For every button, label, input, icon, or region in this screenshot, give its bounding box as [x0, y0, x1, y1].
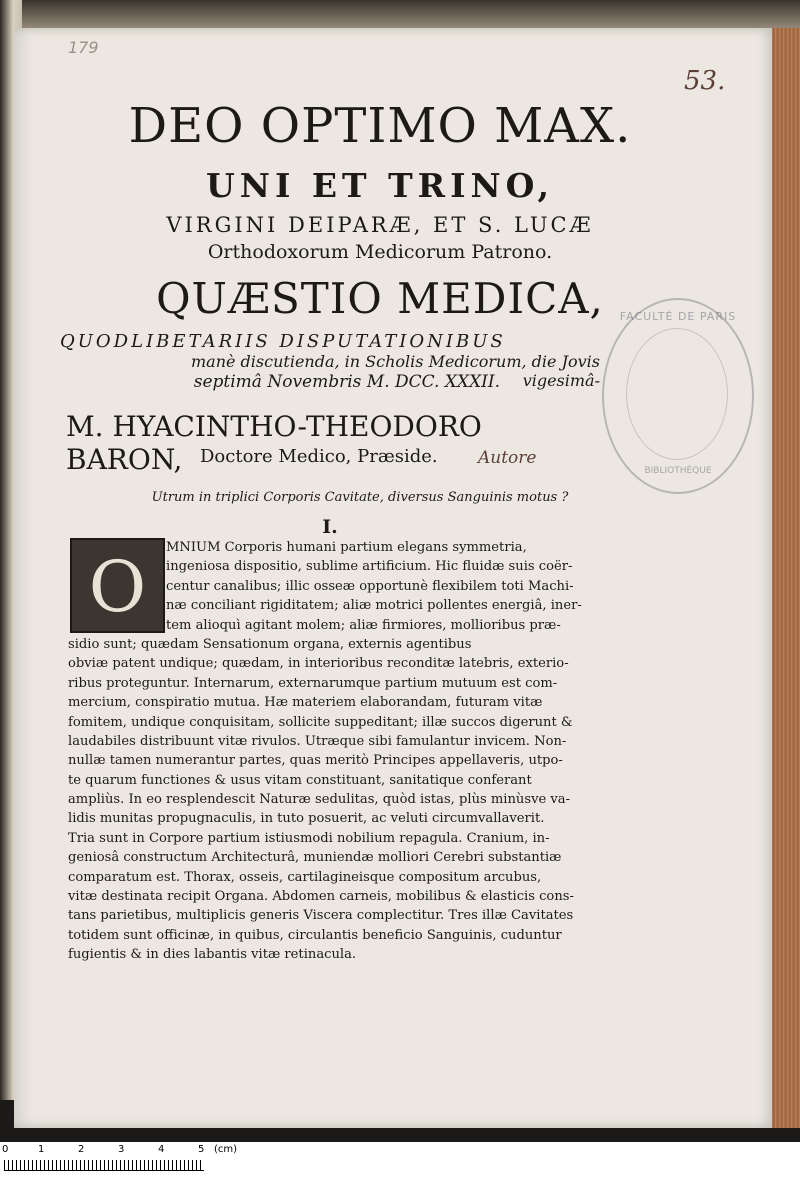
title-line-6: QUODLIBETARIIS DISPUTATIONIBUS	[60, 331, 506, 352]
measurement-scale	[0, 1142, 800, 1178]
body-line: næ conciliant rigiditatem; aliæ motrici pollentes energiâ, iner-	[166, 598, 582, 614]
title-line-5: QUÆSTIO MEDICA,	[156, 274, 604, 323]
scale-unit: (cm)	[214, 1144, 238, 1155]
stamp-text-top: FACULTÉ DE PARIS	[619, 310, 737, 323]
stamp-portrait	[626, 328, 728, 460]
scale-label: 0	[2, 1144, 9, 1155]
title-line-3: VIRGINI DEIPARÆ, ET S. LUCÆ	[166, 213, 594, 237]
body-line: lidis munitas propugnaculis, in tuto posuerit, ac veluti circumvallaverit.	[68, 811, 545, 827]
body-line: MNIUM Corporis humani partium elegans symmetria,	[166, 540, 527, 555]
title-line-4: Orthodoxorum Medicorum Patrono.	[207, 241, 553, 263]
scale-ticks	[4, 1160, 204, 1171]
scale-label: 3	[118, 1144, 125, 1155]
title-line-1: DEO OPTIMO MAX.	[128, 98, 632, 154]
body-line: fomitem, undique conquisitam, sollicite suppeditant; illæ succos digerunt &	[68, 714, 573, 730]
body-line: centur canalibus; illic osseæ opportunè flexibilem toti Machi-	[166, 578, 574, 594]
body-line: te quarum functiones & usus vitam constituant, sanitatique conferant	[68, 772, 532, 788]
stamp-text-bottom: BIBLIOTHÈQUE	[644, 466, 712, 476]
body-line: ampliùs. In eo resplendescit Naturæ sedulitas, quòd istas, plùs minùsve va-	[68, 792, 571, 808]
body-line: sidio sunt; quædam Sensationum organa, externis agentibus	[68, 636, 472, 652]
body-line: ribus proteguntur. Internarum, externarumque partium mutuum est com-	[68, 675, 558, 691]
folio-number: 53.	[684, 66, 726, 96]
body-line: obviæ patent undique; quædam, in interioribus reconditæ latebris, exterio-	[68, 656, 569, 672]
title-line-8: septimâ Novembris M. DCC. XXXII.	[193, 372, 500, 392]
scale-label: 4	[158, 1144, 165, 1155]
title-line-7: manè discutienda, in Scholis Medicorum, die Jovis vigesimâ-	[190, 352, 600, 390]
scale-label: 5	[198, 1144, 205, 1155]
question-text: Utrum in triplici Corporis Cavitate, diversus Sanguinis motus ?	[151, 490, 569, 505]
body-line: tans parietibus, multiplicis generis Viscera complectitur. Tres illæ Cavitates	[68, 908, 574, 924]
library-stamp	[602, 298, 754, 494]
handwritten-note: Autore	[478, 448, 537, 468]
praeses-name: M. HYACINTHO-THEODORO BARON,	[66, 410, 482, 476]
body-line: totidem sunt officinæ, in quibus, circulantis beneficio Sanguinis, cuduntur	[68, 927, 562, 943]
body-line: laudabiles distribuunt vitæ rivulos. Utræque sibi famulantur invicem. Non-	[68, 733, 567, 749]
section-number: I.	[322, 516, 338, 538]
book-top-edge	[0, 0, 800, 30]
page-edge	[772, 28, 800, 1128]
body-line: ingeniosa dispositio, sublime artificium. Hic fluidæ suis coër-	[166, 559, 573, 575]
body-line: geniosâ constructum Architecturâ, muniendæ molliori Cerebri substantiæ	[68, 850, 562, 866]
title-line-2: UNI ET TRINO,	[206, 166, 554, 205]
initial-letter: O	[88, 546, 147, 628]
body-line: Tria sunt in Corpore partium istiusmodi nobilium repagula. Cranium, in-	[68, 830, 550, 846]
body-line: mercium, conspiratio mutua. Hæ materiem elaborandam, futuram vitæ	[68, 695, 543, 711]
body-line: comparatum est. Thorax, osseis, cartilagineisque compositum arcubus,	[68, 869, 542, 885]
body-text	[68, 538, 598, 965]
body-line: nullæ tamen numerantur partes, quas meritò Principes appellaveris, utpo-	[68, 753, 563, 769]
pencil-number: 179	[68, 38, 99, 57]
body-line: vitæ destinata recipit Organa. Abdomen carneis, mobilibus & elasticis cons-	[68, 889, 574, 905]
body-line: tem alioquì agitant molem; aliæ firmiores, mollioribus præ-	[166, 617, 561, 633]
praeses-title: Doctore Medico, Præside.	[200, 446, 438, 467]
scale-label: 2	[78, 1144, 85, 1155]
body-line: fugientis & in dies labantis vitæ retinacula.	[68, 947, 357, 963]
scale-label: 1	[38, 1144, 45, 1155]
